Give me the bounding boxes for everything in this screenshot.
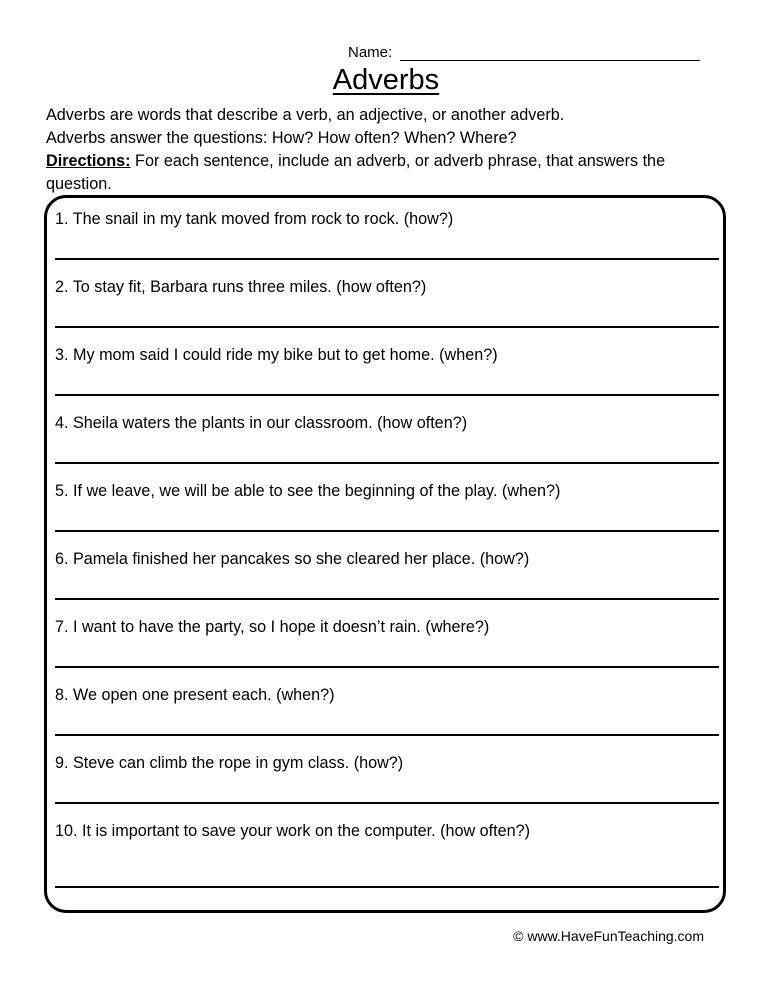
question-item <box>55 674 719 742</box>
question-item <box>55 470 719 538</box>
question-item <box>55 538 719 606</box>
answer-line[interactable] <box>55 462 719 464</box>
question-text: 5. If we leave, we will be able to see the beginning of the play. (when?) <box>55 482 561 500</box>
answer-line[interactable] <box>55 394 719 396</box>
question-item <box>55 334 719 402</box>
intro-line-1: Adverbs are words that describe a verb, an adjective, or another adverb. <box>46 106 565 124</box>
question-item <box>55 606 719 674</box>
question-box <box>44 195 726 913</box>
answer-line[interactable] <box>55 802 719 804</box>
question-item <box>55 402 719 470</box>
answer-line[interactable] <box>55 734 719 736</box>
question-text: 4. Sheila waters the plants in our classroom. (how often?) <box>55 414 468 432</box>
question-text: 10. It is important to save your work on the computer. (how often?) <box>55 822 531 840</box>
name-input-line[interactable] <box>400 46 700 61</box>
directions <box>46 150 726 196</box>
intro-line-2: Adverbs answer the questions: How? How often? When? Where? <box>46 129 517 147</box>
answer-line[interactable] <box>55 886 719 888</box>
question-text: 7. I want to have the party, so I hope it doesn’t rain. (where?) <box>55 618 490 636</box>
copyright-footer: © www.HaveFunTeaching.com <box>513 928 704 944</box>
directions-text: For each sentence, include an adverb, or adverb phrase, that answers the question. <box>46 152 666 193</box>
question-item <box>55 810 719 878</box>
instructions <box>46 104 726 196</box>
page-title: Adverbs <box>332 64 440 96</box>
question-item <box>55 198 719 266</box>
question-text: 9. Steve can climb the rope in gym class. (how?) <box>55 754 404 772</box>
answer-line[interactable] <box>55 666 719 668</box>
question-item <box>55 266 719 334</box>
question-text: 6. Pamela finished her pancakes so she cleared her place. (how?) <box>55 550 530 568</box>
name-label: Name: <box>348 44 393 61</box>
question-text: 1. The snail in my tank moved from rock to rock. (how?) <box>55 210 454 228</box>
question-text: 3. My mom said I could ride my bike but to get home. (when?) <box>55 346 498 364</box>
answer-line[interactable] <box>55 258 719 260</box>
question-text: 2. To stay fit, Barbara runs three miles. (how often?) <box>55 278 427 296</box>
question-text: 8. We open one present each. (when?) <box>55 686 335 704</box>
name-field <box>348 44 700 61</box>
answer-line[interactable] <box>55 326 719 328</box>
question-item <box>55 742 719 810</box>
answer-line[interactable] <box>55 530 719 532</box>
directions-label: Directions: <box>46 152 131 170</box>
answer-line[interactable] <box>55 598 719 600</box>
